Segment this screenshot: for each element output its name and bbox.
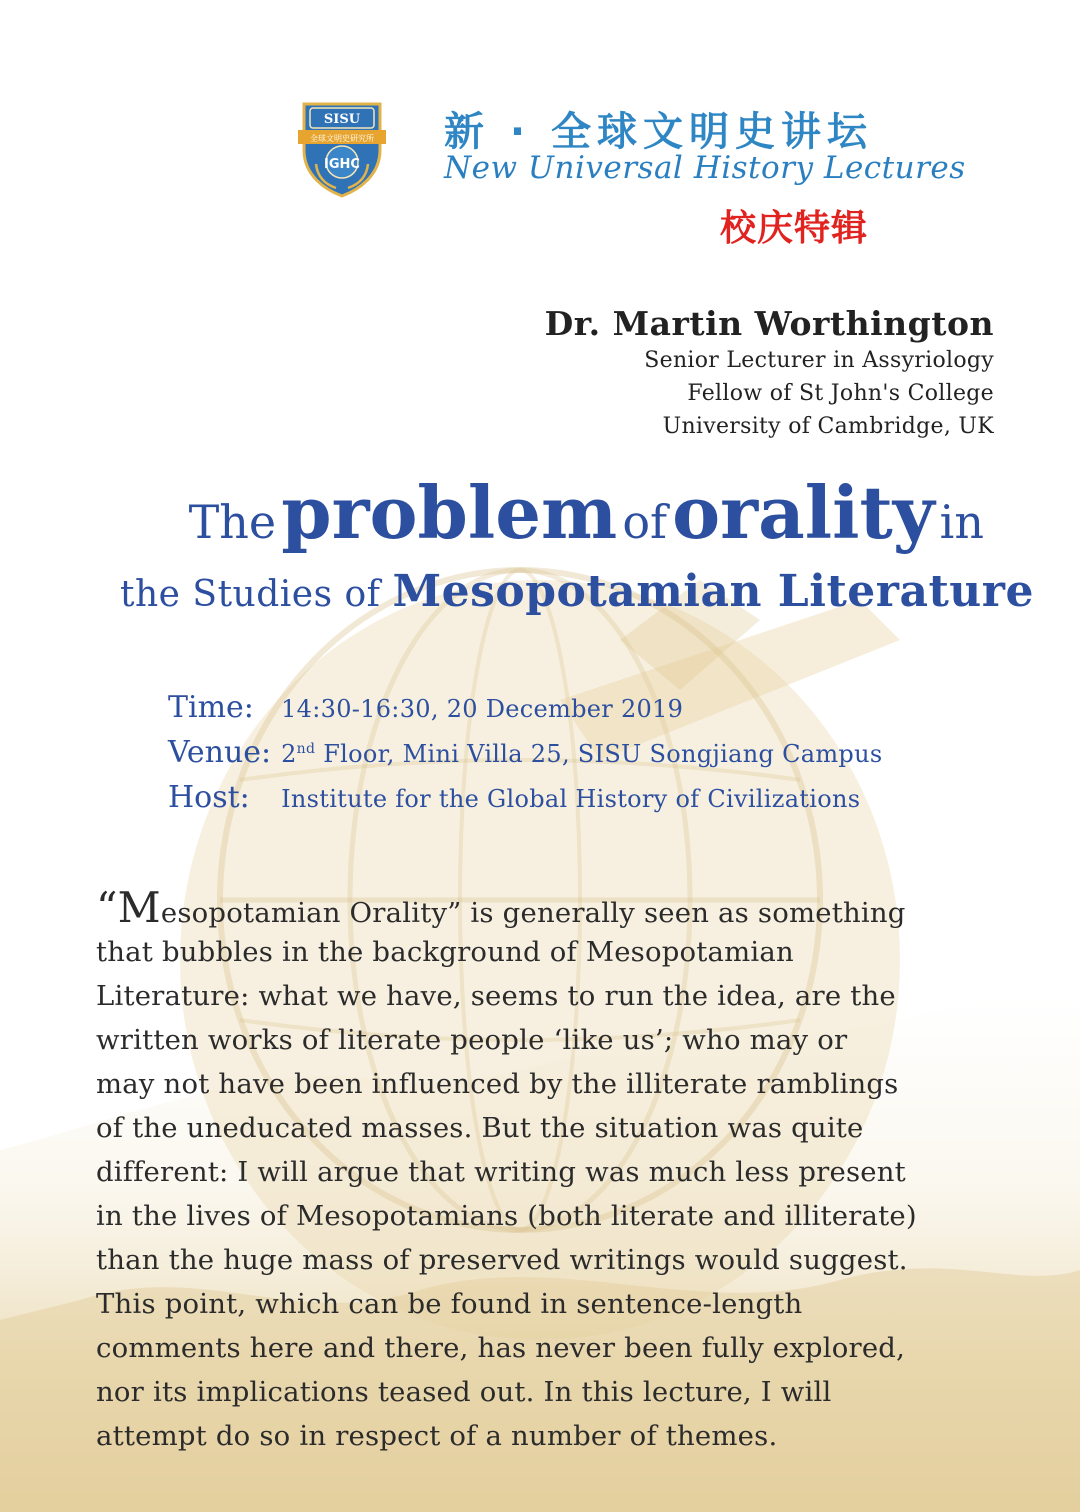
- abstract-line: than the huge mass of preserved writings would suggest.: [96, 1244, 908, 1276]
- speaker-affiliation: University of Cambridge, UK: [662, 414, 994, 439]
- speaker-name: Dr. Martin Worthington: [544, 304, 994, 343]
- host-value: Institute for the Global History of Civilizations: [281, 785, 861, 813]
- venue-row: [168, 735, 882, 780]
- special-edition-tag: 校庆特辑: [720, 208, 869, 249]
- abstract-line: that bubbles in the background of Mesopotamian: [96, 936, 794, 968]
- abstract-line: comments here and there, has never been fully explored,: [96, 1332, 906, 1364]
- series-title-english: New Universal History Lectures: [444, 150, 966, 186]
- time-row: [168, 690, 882, 735]
- abstract-line: in the lives of Mesopotamians (both literate and illiterate): [96, 1200, 917, 1232]
- host-label: Host:: [168, 780, 250, 815]
- institute-logo: [296, 98, 388, 198]
- abstract-line: This point, which can be found in sentence-length: [96, 1288, 803, 1320]
- title-word-orality: orality: [672, 470, 935, 555]
- title-word-problem: problem: [281, 470, 618, 555]
- time-value: 14:30-16:30, 20 December 2019: [281, 695, 684, 723]
- event-details: [168, 690, 882, 825]
- abstract: [96, 883, 1026, 1458]
- abstract-line: of the uneducated masses. But the situation was quite: [96, 1112, 864, 1144]
- abstract-line: written works of literate people ‘like us’; who may or: [96, 1024, 848, 1056]
- abstract-line: [96, 883, 1026, 932]
- title-line2-prefix: the Studies of: [120, 574, 381, 615]
- title-line2-subject: Mesopotamian Literature: [392, 566, 1034, 617]
- abstract-line: attempt do so in respect of a number of themes.: [96, 1420, 778, 1452]
- logo-top-text: SISU: [323, 112, 361, 127]
- series-title-chinese: 新 · 全球文明史讲坛: [444, 109, 874, 155]
- host-row: [168, 780, 882, 825]
- abstract-line: may not have been influenced by the illiterate ramblings: [96, 1068, 899, 1100]
- abstract-open-quote: “: [96, 883, 118, 932]
- time-label: Time:: [168, 690, 254, 725]
- title-word-the: The: [188, 495, 277, 549]
- abstract-drop-cap: M: [117, 883, 161, 932]
- lecture-title-line-2: [120, 566, 1034, 617]
- title-word-in: in: [939, 495, 984, 549]
- venue-label: Venue:: [168, 735, 272, 770]
- venue-value: [281, 740, 882, 768]
- speaker-position: Senior Lecturer in Assyriology: [644, 348, 994, 373]
- abstract-line: nor its implications teased out. In this lecture, I will: [96, 1376, 832, 1408]
- speaker-block: [545, 304, 994, 443]
- venue-floor-suffix: nd: [296, 741, 316, 757]
- lecture-title-line-1: [0, 470, 984, 555]
- venue-location: Floor, Mini Villa 25, SISU Songjiang Campus: [315, 740, 883, 768]
- venue-floor-number: 2: [281, 740, 297, 768]
- abstract-line: Literature: what we have, seems to run the idea, are the: [96, 980, 896, 1012]
- logo-band-text: 全球文明史研究所: [310, 134, 374, 143]
- speaker-fellowship: Fellow of St John's College: [687, 381, 994, 406]
- abstract-first-line-text: esopotamian Orality” is generally seen as something: [160, 897, 906, 929]
- title-word-of: of: [622, 495, 668, 549]
- logo-emblem-text: IGHC: [324, 157, 360, 172]
- abstract-line: different: I will argue that writing was much less present: [96, 1156, 906, 1188]
